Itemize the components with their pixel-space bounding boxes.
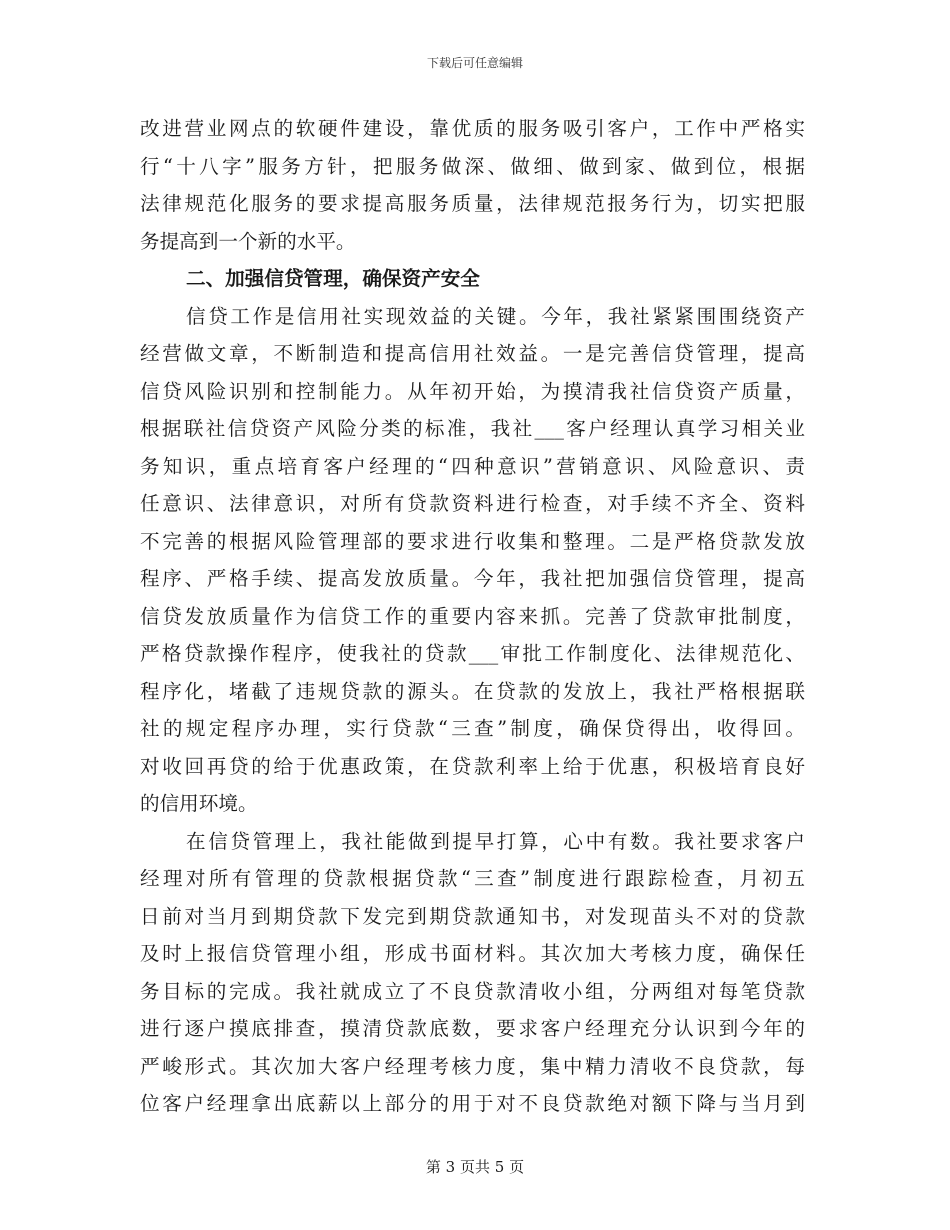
paragraph-line: 信贷发放质量作为信贷工作的重要内容来抓。完善了贷款审批制度， [140, 604, 805, 628]
paragraph-line: 的信用环境。 [140, 792, 258, 815]
page-header: 下载后可任意编辑 [426, 56, 523, 70]
paragraph-line: 不完善的根据风险管理部的要求进行收集和整理。二是严格贷款发放 [140, 529, 805, 553]
paragraph-line: 务目标的完成。我社就成立了不良贷款清收小组，分两组对每笔贷款 [140, 979, 805, 1003]
paragraph-line: 进行逐户摸底排查，摸清贷款底数，要求客户经理充分认识到今年的 [140, 1017, 805, 1040]
paragraph-line: 信贷工作是信用社实现效益的关键。今年，我社紧紧围围绕资产 [186, 304, 805, 328]
paragraph-line: 根据联社信贷资产风险分类的标准，我社___客户经理认真学习相关业 [140, 417, 805, 440]
paragraph-line: 社的规定程序办理，实行贷款“三查”制度，确保贷得出，收得回。 [140, 717, 805, 740]
paragraph-line: 务提高到一个新的水平。 [140, 229, 356, 253]
paragraph-line: 行“十八字”服务方针，把服务做深、做细、做到家、做到位，根据 [140, 154, 805, 178]
paragraph-line: 日前对当月到期贷款下发完到期贷款通知书，对发现苗头不对的贷款 [140, 904, 805, 928]
paragraph-line: 及时上报信贷管理小组，形成书面材料。其次加大考核力度，确保任 [140, 942, 805, 965]
section-heading: 二、加强信贷管理，确保资产安全 [186, 267, 480, 290]
paragraph-line: 程序化，堵截了违规贷款的源头。在贷款的发放上，我社严格根据联 [140, 679, 805, 703]
paragraph-line: 程序、严格手续、提高发放质量。今年，我社把加强信贷管理，提高 [140, 567, 805, 590]
body-text [140, 110, 805, 1123]
page-footer: 第 3 页共 5 页 [425, 1158, 525, 1176]
paragraph-line: 法律规范化服务的要求提高服务质量，法律规范报务行为，切实把服 [140, 192, 805, 215]
paragraph-line: 严格贷款操作程序，使我社的贷款___审批工作制度化、法律规范化、 [140, 642, 805, 665]
paragraph-line: 改进营业网点的软硬件建设，靠优质的服务吸引客户，工作中严格实 [140, 117, 805, 140]
paragraph-line: 任意识、法律意识，对所有贷款资料进行检查，对手续不齐全、资料 [140, 492, 805, 515]
paragraph-line: 在信贷管理上，我社能做到提早打算，心中有数。我社要求客户 [186, 829, 805, 853]
paragraph-line: 对收回再贷的给于优惠政策，在贷款利率上给于优惠，积极培育良好 [140, 754, 805, 778]
paragraph-line: 信贷风险识别和控制能力。从年初开始，为摸清我社信贷资产质量， [140, 379, 805, 403]
paragraph-line: 务知识，重点培育客户经理的“四种意识”营销意识、风险意识、责 [140, 454, 805, 478]
paragraph-line: 严峻形式。其次加大客户经理考核力度，集中精力清收不良贷款，每 [140, 1054, 805, 1078]
paragraph-line: 位客户经理拿出底薪以上部分的用于对不良贷款绝对额下降与当月到 [140, 1092, 805, 1115]
paragraph-line: 经营做文章，不断制造和提高信用社效益。一是完善信贷管理，提高 [140, 342, 805, 365]
paragraph-line: 经理对所有管理的贷款根据贷款“三查”制度进行跟踪检查，月初五 [140, 867, 805, 890]
